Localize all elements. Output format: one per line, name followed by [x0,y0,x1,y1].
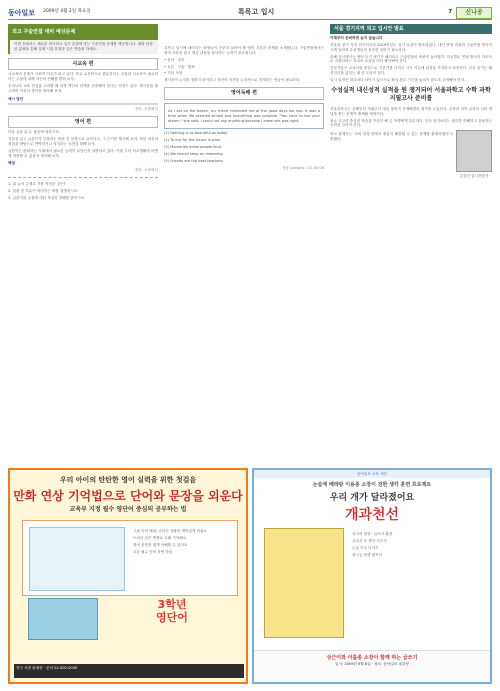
question: 1. 위 글의 주제로 가장 적절한 것은? [8,182,66,187]
question: 2. 밑줄 친 부분이 의미하는 바를 설명하시오. [8,189,79,193]
option: (4) We should keep on dreaming. [164,151,224,156]
ad-subheadline: 교육부 지정 필수 영단어 중심의 공부하는 법 [69,506,187,513]
left-column [8,24,158,203]
ad-top-strip: 동아일보 교육 섹션 [254,470,490,478]
paragraph: 평소 사고력 중심의 학습을 꾸준히 해 온 학생에게 유리하다. 단순 암기보다는 원리를 이해하고 응용하는 능력을 길러야 한다. [330,118,492,128]
ad-tagline: 우리 아이의 탄탄한 영어 실력을 위한 첫걸음 [59,476,197,484]
left-banner: 외고 구술면접 대비 예상문제 [8,24,158,40]
ad-big-title [102,598,242,640]
ad-bullet: 드라마 같은 연출로 오래 기억해요 [133,535,187,540]
section-label: 예시 답안 [8,96,24,101]
divider [8,177,158,178]
issue-date: 2009년 4월 2일 목요일 [43,9,91,15]
ad-reading-book[interactable] [252,468,492,684]
middle-column [164,44,324,172]
box-title-1: 사교육 편 [8,58,158,71]
ad-bullet: 교과서 속 생각 키우기 [352,538,387,543]
ad-subtitle: 논술계 베테랑 이용종 소장이 전한 생각 훈련 프로젝트 [312,482,432,488]
paragraph: 우리나라 교육 현실을 고려할 때 학생 개인의 선택을 존중해야 한다는 의견도 있다. 제시문을 참고하여 자신의 생각을 정리해 보자. [8,84,158,93]
photo-caption: 김상진 입시전문가 [459,174,489,179]
english-passage [164,103,324,130]
ad-headline: 우리 개가 달라졌어요 [329,493,415,503]
paragraph: 제시문의 논지를 정확히 파악하고 자신의 의견을 논리적으로 전개하는 연습이 필요하다. [164,78,301,83]
right-banner: 서울 경기지역 외고 입시안 발표 [330,24,492,34]
left-lead: 이번 호에서는 새로운 외국어고 입시 유형에 맞는 구술면접 문제를 제공합니다. 매회 한정된 분량을 통해 실제 시험 유형과 같은 연습을 하세요. [8,40,158,54]
list-item: • 토론 · 구술 · 발표 [164,64,195,69]
paragraph: 글쓴이는 변화하는 사회에서 필요한 능력이 무엇인지 설명하고 있다. 이를 우리 학교생활에 어떻게 적용할 수 있을지 생각해 보자. [8,148,158,158]
ad-bottom-box [254,650,490,682]
right-column [330,24,492,181]
ad-bullet: 논술 기초 다지기 [352,545,379,550]
divider [8,102,158,105]
page-number: 7 [448,9,452,16]
ad-bottom-headline: 상근이와 이룸종 소장이 함께 하는 글쓰기 [326,655,418,661]
ad-headline: 만화 연상 기억법으로 단어와 문장을 외운다 [13,489,243,503]
list-item: • 기타 사항 [164,71,183,76]
ad-bottom-text: 일시: 2009년 6월 8일 · 장소: 동아일보 대강당 [335,661,409,666]
ad-illustration [29,527,125,591]
signature: 정답: 보충해설 [134,168,158,173]
ad-bullet: 그림 속의 배치, 나타난 상황을 재미있게 외워요 [133,529,207,533]
ad-bullet: 사고력 향상 · 글쓰기 훈련 [352,532,393,536]
ad-bullet: 초등 필수 단어 자연 학습 [133,549,173,554]
book-cover-image [264,528,344,638]
ad-bullet: 영어 문장을 쉽게 이해할 수 있어요 [133,542,188,547]
ad-english-book[interactable] [8,468,248,684]
paragraph: 서울과학고는 올해부터 지필고사 대신 창의적 문제해결력 평가를 도입한다. 수학과 과학 교과의 심화 개념을 묻는 문제가 출제될 예정이다. [330,106,492,116]
option: (1) Nothing is as beautiful as today. [164,131,228,136]
option: (2) To live for the future is wise. [164,138,221,143]
box-title-2: 영어 편 [8,116,158,129]
paragraph: 입시 일정은 학교마다 차이가 있으므로 원서 접수 기간을 놓치지 않도록 주의해야 한다. [330,77,466,82]
paragraph: 사교육비 문제가 사회적 이슈가 되고 있다. 학교 교육만으로 충분하다는 주장과 사교육이 필요하다는 주장에 대해 자신의 견해를 밝혀 보자. [8,72,158,82]
portrait-photo [456,130,492,172]
section-label: 해설 [8,161,15,166]
right-subtitle: 이제부터 준비하면 늦지 않습니다 [330,36,383,40]
right-headline: 수성실적 내신성적 실적을 원 쟁거되어 서울과학고 수학 과학 지필고사 준비를 [331,86,491,102]
paper-title: 동아일보 [8,7,36,17]
ad-big-line: 3학년 [157,598,187,611]
paragraph: 전문가들은 교과서를 중심으로 기본기를 다지고 시사 이슈에 관심을 가지라고 조언한다. 신문 읽기는 배경지식을 넓히는 데 큰 도움이 된다. [330,66,492,76]
paragraph: 올해 입시에서는 영어 듣기 평가가 폐지되고 구술면접의 비중이 높아졌다. 학교별로 면접 방식이 다르므로 지원하려는 학교의 요강을 미리 확인해야 한다. [330,54,492,64]
ad-footer: 전국 서점 판매중 · 문의 02-000-0000 [14,664,244,678]
book-cover-image [28,598,98,640]
paragraph: 다음 글을 읽고, 물음에 답하시오. [8,130,60,135]
ad-bullet: 중고등 학생 필독서 [352,552,383,557]
masthead [8,6,492,20]
ad-bullets [352,530,482,630]
brand-logo: 신나공 [456,7,492,19]
english-reading-title: 영어독해 편 [164,87,324,100]
question: 3. 글쓴이의 주장에 대한 자신의 견해를 밝히시오. [8,195,86,200]
right-lead: 서울과 경기 지역 외국어고의 2010학년도 입시 요강이 발표되었다. 내신 반영 비율과 구술면접 방식이 크게 달라져 수험생들의 꼼꼼한 준비가 필요하다. [330,42,492,52]
list-item: • 동의 · 질문 [164,57,185,62]
section-title: 특목고 입시 [238,7,275,16]
ad-feature-panel [22,520,238,596]
paragraph: 특목고 입시에 대비하는 학생들이 꾸준히 읽어야 할 영어 지문과 문제를 소개합니다. 구술면접에서는 영어 지문을 읽고 핵심 내용을 파악하는 능력이 중요합니다. [164,46,324,55]
signature: 정답 Lessons: I D, IIS 04 [281,165,324,170]
ad-big-title: 개과천선 [344,507,400,523]
paragraph: 지문을 읽고 글쓴이가 주장하는 바를 한 문장으로 요약하고, 그 근거를 제시해 보자. 또한 자신의 경험을 바탕으로 반박하거나 지지하는 의견을 말해 보자. [8,137,158,146]
option: (3) Memories make people kind. [164,145,223,150]
passage-text: As I sat on the beach, my friend reminded me of the good days we had. It was a time when life seemed simple and everything was possible. "You have to live your dream," she said. I could not say anything because I knew she was right. [168,108,320,123]
signature: 정답: 보충해설 [134,106,158,111]
paragraph: 학교 관계자는 '교과 과정 안에서 충분히 해결할 수 있는 문제를 출제하겠다'고 밝혔다. [330,132,453,142]
ad-big-line: 영단어 [156,611,188,624]
option: (5) Friends are the best teachers. [164,158,224,163]
